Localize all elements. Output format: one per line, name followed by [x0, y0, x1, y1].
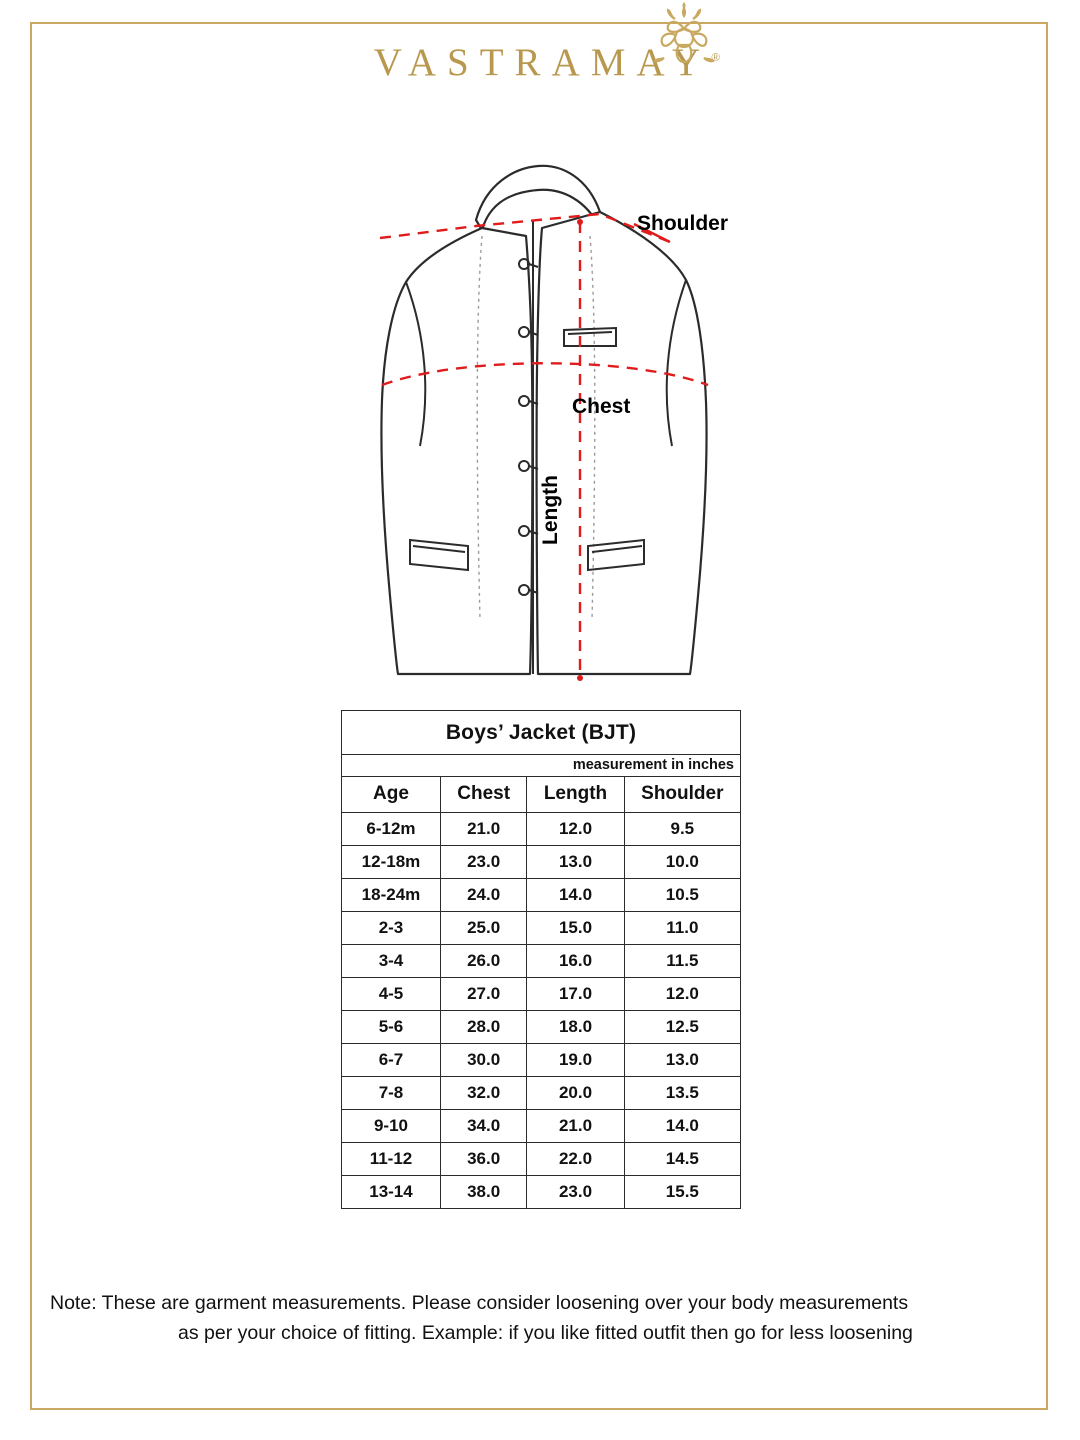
cell-age: 4-5: [342, 978, 441, 1011]
cell-length: 14.0: [527, 879, 624, 912]
cell-shoulder: 9.5: [624, 813, 740, 846]
cell-age: 2-3: [342, 912, 441, 945]
label-length: Length: [539, 475, 562, 545]
table-subtitle: measurement in inches: [342, 755, 741, 777]
brand-name: VASTRAMAY: [373, 41, 712, 84]
table-row: [342, 945, 741, 978]
column-header-age: Age: [342, 777, 441, 813]
cell-shoulder: 13.5: [624, 1077, 740, 1110]
cell-age: 11-12: [342, 1143, 441, 1176]
column-header-chest: Chest: [440, 777, 526, 813]
cell-age: 6-12m: [342, 813, 441, 846]
column-header-length: Length: [527, 777, 624, 813]
cell-shoulder: 14.0: [624, 1110, 740, 1143]
cell-length: 12.0: [527, 813, 624, 846]
cell-shoulder: 12.0: [624, 978, 740, 1011]
cell-length: 19.0: [527, 1044, 624, 1077]
cell-chest: 38.0: [440, 1176, 526, 1209]
table-row: [342, 1044, 741, 1077]
table-row: [342, 1011, 741, 1044]
table-title-row: [342, 711, 741, 755]
cell-chest: 28.0: [440, 1011, 526, 1044]
cell-length: 23.0: [527, 1176, 624, 1209]
cell-age: 18-24m: [342, 879, 441, 912]
cell-chest: 26.0: [440, 945, 526, 978]
size-chart-table: [341, 710, 741, 1209]
cell-length: 18.0: [527, 1011, 624, 1044]
table-subtitle-row: [342, 755, 741, 777]
table-header-row: [342, 777, 741, 813]
cell-shoulder: 12.5: [624, 1011, 740, 1044]
table-row: [342, 1077, 741, 1110]
cell-age: 9-10: [342, 1110, 441, 1143]
cell-age: 7-8: [342, 1077, 441, 1110]
cell-chest: 32.0: [440, 1077, 526, 1110]
cell-chest: 23.0: [440, 846, 526, 879]
cell-shoulder: 11.5: [624, 945, 740, 978]
cell-length: 15.0: [527, 912, 624, 945]
cell-length: 21.0: [527, 1110, 624, 1143]
cell-length: 17.0: [527, 978, 624, 1011]
cell-length: 22.0: [527, 1143, 624, 1176]
cell-shoulder: 13.0: [624, 1044, 740, 1077]
table-row: [342, 846, 741, 879]
cell-chest: 27.0: [440, 978, 526, 1011]
note-line-1: Note: These are garment measurements. Please consider loosening over your body measurements: [50, 1292, 909, 1314]
cell-shoulder: 10.0: [624, 846, 740, 879]
cell-shoulder: 14.5: [624, 1143, 740, 1176]
cell-shoulder: 15.5: [624, 1176, 740, 1209]
cell-length: 20.0: [527, 1077, 624, 1110]
cell-shoulder: 10.5: [624, 879, 740, 912]
table-row: [342, 879, 741, 912]
table-row: [342, 1143, 741, 1176]
table-row: [342, 978, 741, 1011]
cell-chest: 24.0: [440, 879, 526, 912]
table-row: [342, 1176, 741, 1209]
garment-illustration: [300, 150, 820, 710]
cell-shoulder: 11.0: [624, 912, 740, 945]
cell-chest: 34.0: [440, 1110, 526, 1143]
table-title: Boys’ Jacket (BJT): [342, 711, 741, 755]
cell-age: 3-4: [342, 945, 441, 978]
registered-trademark-symbol: ®: [711, 50, 721, 64]
cell-chest: 21.0: [440, 813, 526, 846]
floral-star-logo-icon: [644, 0, 724, 78]
measurement-note: [46, 1288, 1036, 1348]
cell-age: 5-6: [342, 1011, 441, 1044]
cell-chest: 30.0: [440, 1044, 526, 1077]
cell-age: 12-18m: [342, 846, 441, 879]
cell-length: 16.0: [527, 945, 624, 978]
note-line-2: as per your choice of fitting. Example: if you like fitted outfit then go for less loosening: [178, 1322, 913, 1344]
column-header-shoulder: Shoulder: [624, 777, 740, 813]
cell-length: 13.0: [527, 846, 624, 879]
label-chest: Chest: [572, 395, 631, 418]
table-row: [342, 912, 741, 945]
cell-age: 13-14: [342, 1176, 441, 1209]
table-row: [342, 813, 741, 846]
brand-header: [0, 40, 1080, 85]
cell-age: 6-7: [342, 1044, 441, 1077]
table-row: [342, 1110, 741, 1143]
cell-chest: 36.0: [440, 1143, 526, 1176]
label-shoulder: Shoulder: [637, 212, 729, 235]
cell-chest: 25.0: [440, 912, 526, 945]
